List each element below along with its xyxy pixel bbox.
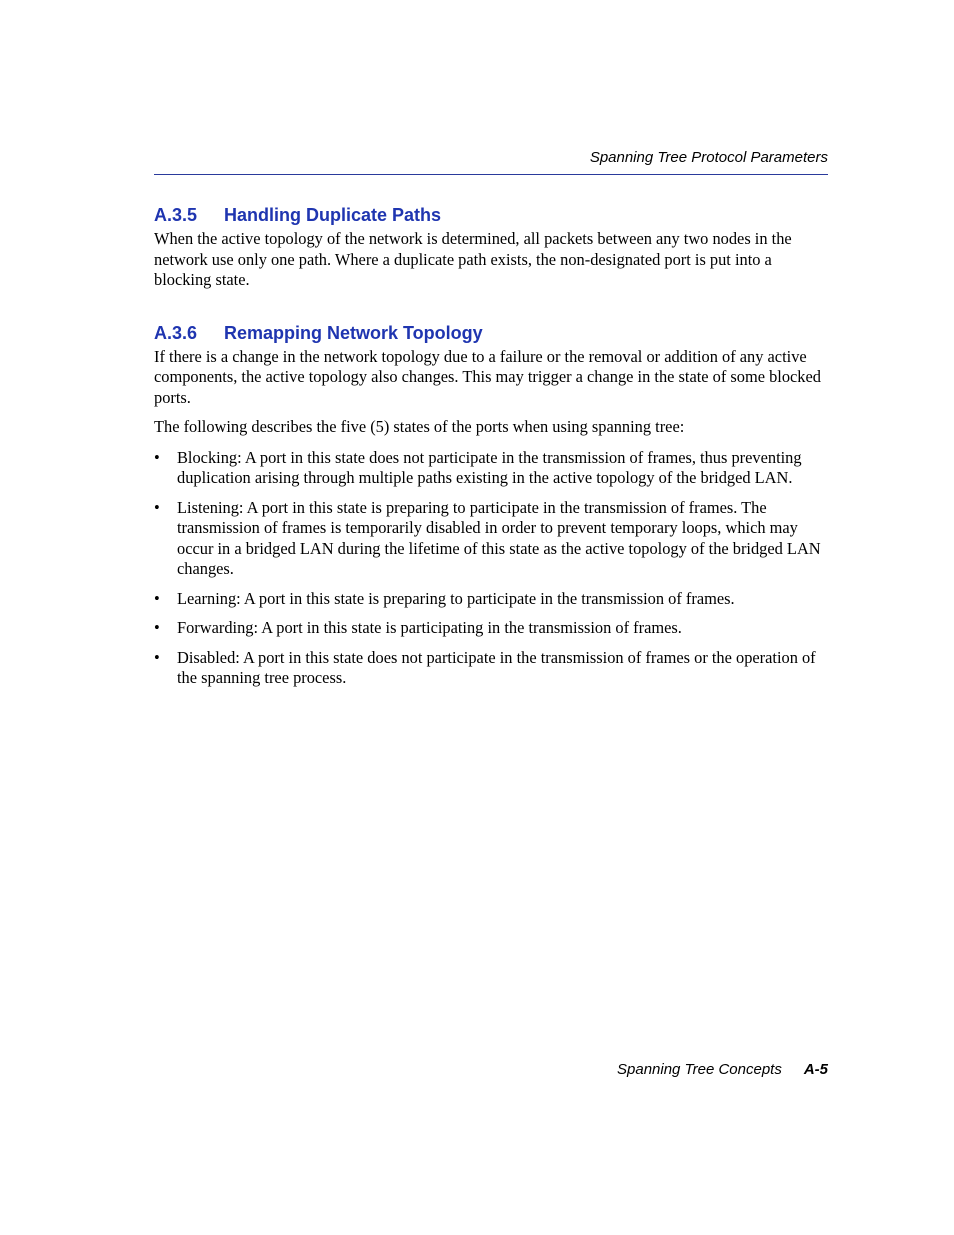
paragraph: When the active topology of the network is determined, all packets between any two nodes in the network use only one path. Where a duplicate path exists, the non-designated port is put into a blocking state. <box>154 229 792 289</box>
section-number: A.3.5 <box>154 205 198 225</box>
bullet-icon: • <box>154 647 160 667</box>
section-remapping-network-topology <box>154 321 828 689</box>
list-item-text: Disabled: A port in this state does not participate in the transmission of frames or the operation of the spanning tree process. <box>177 647 816 687</box>
footer-chapter-title: Spanning Tree Concepts <box>617 1061 782 1078</box>
section-number: A.3.6 <box>154 322 198 343</box>
list-item-text: Listening: A port in this state is preparing to participate in the transmission of frames. The transmission of frames is temporarily disabled in order to prevent temporary loops, which may occur in a bridged LAN during the lifetime of this state as the active topology of the bridged LAN changes. <box>177 497 821 578</box>
bullet-icon: • <box>154 588 160 608</box>
list-item-text: Forwarding: A port in this state is participating in the transmission of frames. <box>177 618 682 637</box>
running-footer <box>154 1060 828 1080</box>
section-heading <box>154 203 828 227</box>
section-handling-duplicate-paths <box>154 203 828 291</box>
page-content <box>154 203 828 689</box>
list-item-text: Blocking: A port in this state does not participate in the transmission of frames, thus preventing duplication arising through multiple paths existing in the active topology of the bridged LAN. <box>177 447 802 487</box>
list-item <box>154 618 828 639</box>
list-item-text: Learning: A port in this state is preparing to participate in the transmission of frames. <box>177 588 735 608</box>
section-title: Handling Duplicate Paths <box>224 205 442 225</box>
running-header: Spanning Tree Protocol Parameters <box>589 149 828 166</box>
bullet-icon: • <box>154 447 160 467</box>
bullet-icon: • <box>154 618 160 637</box>
list-item <box>154 648 828 689</box>
list-item <box>154 448 828 489</box>
paragraph: The following describes the five (5) states of the ports when using spanning tree: <box>154 417 685 436</box>
list-item <box>154 498 828 580</box>
list-item <box>154 589 828 610</box>
section-title: Remapping Network Topology <box>224 322 483 343</box>
section-heading <box>154 321 828 345</box>
port-states-list <box>154 448 828 689</box>
header-rule <box>154 174 828 175</box>
bullet-icon: • <box>154 497 160 517</box>
page-number: A-5 <box>803 1061 828 1078</box>
paragraph: If there is a change in the network topology due to a failure or the removal or addition of any active components, the active topology also changes. This may trigger a change in the state of some blocked ports. <box>154 346 821 407</box>
